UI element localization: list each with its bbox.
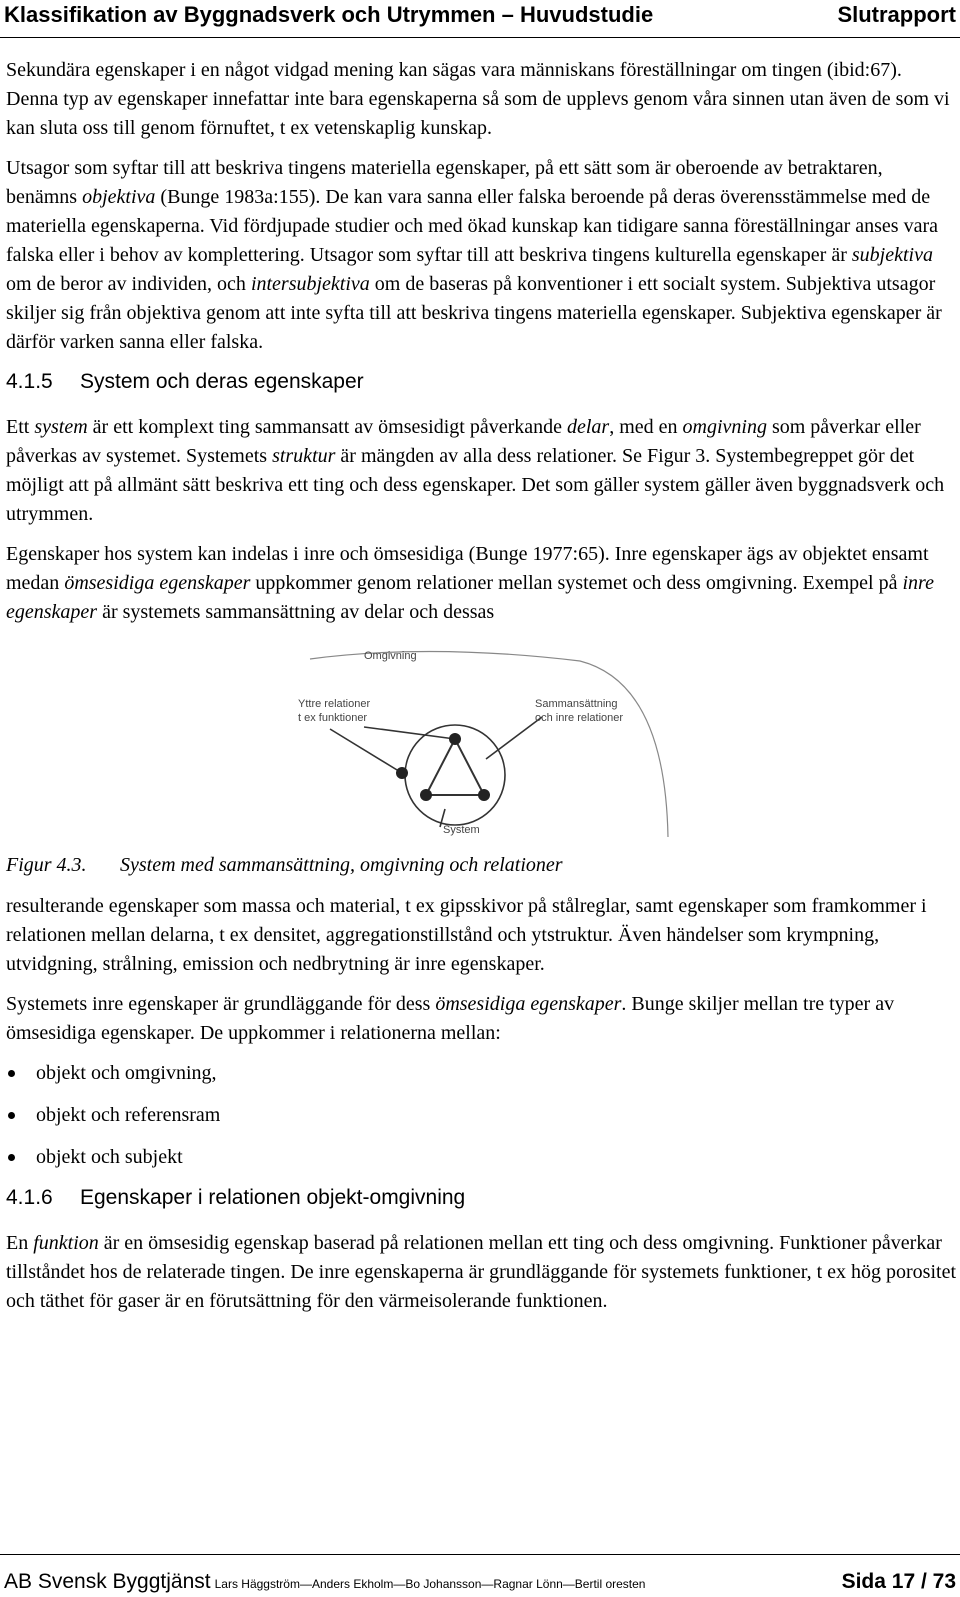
bullet-icon [8,1070,15,1077]
text-run: Utsagor som syftar till att beskriva tingens materiella egenskaper, på ett sätt som är oberoende av betraktaren, benämns [6,157,883,208]
paragraph-resulterande: resulterande egenskaper som massa och material, t ex gipsskivor på stålreglar, samt egenskaper som framkommer i relationen mellan delarna, t ex densitet, aggregationstillstånd och ytstruktur. Även händelser som krympning, utvidgning, strålning, emission och nedbrytning är inre egenskaper. [6,895,927,975]
list-item-text: objekt och subjekt [36,1146,183,1168]
text-run: är en ömsesidig egenskap baserad på relationen mellan ett ting och dess omgivning. Funktioner påverkar tillståndet hos de relaterade tingen. De inre egenskaperna är grundläggande för systemets funktioner, t ex hög porositet och täthet för gaser är en förutsättning för den värmeisolerande funktionen. [6,1232,956,1312]
section-title: System och deras egenskaper [80,370,364,393]
caption-text: System med sammansättning, omgivning och relationer [120,854,563,876]
text-run: Systemets inre egenskaper är grundläggande för dess [6,993,436,1015]
header-report-type: Slutrapport [837,2,956,27]
term-inre-egenskaper: inre egenskaper [6,572,934,623]
bullet-icon [8,1112,15,1119]
paragraph-utsagor [6,154,956,357]
term-omgivning: omgivning [682,416,767,438]
label-t-ex-funktioner: t ex funktioner [298,712,368,724]
list-item-text: objekt och omgivning, [36,1062,217,1084]
text-run: om de baseras på konventioner i ett socialt system. Subjektiva utsagor skiljer sig från objektiva genom att inte syfta till att beskriva tingens materiella egenskaper. Subjektiva egenskaper är därför varken sanna eller falska. [6,273,942,353]
text-run: är ett komplext ting sammansatt av ömsesidigt påverkande [87,416,567,438]
paragraph-system [6,413,956,529]
section-number: 4.1.6 [6,1186,53,1209]
list-item-text: objekt och referensram [36,1104,221,1126]
part-node [449,733,461,745]
system-figure [0,647,960,837]
text-run: uppkommer genom relationer mellan systemet och dess omgivning. Exempel på [250,572,903,594]
section-title: Egenskaper i relationen objekt-omgivning [80,1186,466,1209]
line-to-yttre-label [330,729,402,773]
text-run: Egenskaper hos system kan indelas i inre och ömsesidiga (Bunge 1977:65). Inre egenskaper ägs av objektet ensamt medan [6,543,929,594]
footer-authors: Lars Häggström—Anders Ekholm—Bo Johansson—Ragnar Lönn—Bertil oresten [214,1577,646,1591]
text-run: . Bunge skiljer mellan tre typer av ömsesidiga egenskaper. De uppkommer i relationerna mellan: [6,993,895,1044]
label-sammansattning: Sammansättning [535,698,618,710]
section-heading-4-1-6 [6,1185,956,1211]
label-system: System [443,824,480,836]
footer-organization: AB Svensk Byggtjänst [4,1570,211,1593]
section-heading-4-1-5 [6,369,956,395]
external-node [396,767,408,779]
term-struktur: struktur [272,445,336,467]
term-intersubjektiva: intersubjektiva [250,273,370,295]
relation-types-list [6,1059,956,1171]
footer-rule [0,1554,960,1555]
body-content [6,56,956,1327]
page-header [0,0,960,38]
text-run: är mängden av alla dess relationer. Se Figur 3. Systembegreppet gör det möjligt att på allmänt sätt beskriva ett ting och dess egenskaper. Det som gäller system gäller även byggnadsverk och utrymmen. [6,445,945,525]
header-title: Klassifikation av Byggnadsverk och Utrymmen – Huvudstudie [4,2,654,27]
text-run: En [6,1232,34,1254]
environment-arc [310,651,668,837]
text-run: , med en [609,416,683,438]
text-run: om de beror av individen, och [6,273,251,295]
list-item [6,1143,956,1171]
list-item [6,1101,956,1129]
list-item [6,1059,956,1087]
label-yttre-relationer: Yttre relationer [298,698,371,710]
bullet-icon [8,1154,15,1161]
footer-page-number: Sida 17 / 73 [841,1570,956,1593]
paragraph-egenskaper-hos-system [6,540,956,627]
term-system: system [34,416,88,438]
page-footer [0,1554,960,1597]
parts-triangle [426,739,484,795]
line-to-samman-label [486,717,542,759]
caption-number: Figur 4.3. [6,854,87,876]
label-omgivning: Omgivning [364,650,417,662]
term-objektiva: objektiva [82,186,156,208]
paragraph-systemets-inre [6,990,956,1048]
paragraph-sekundara: Sekundära egenskaper i en något vidgad mening kan sägas vara människans föreställningar om tingen (ibid:67). Denna typ av egenskaper innefattar inte bara egenskaperna så som de upplevs genom våra sinnen utan även de som vi kan sluta oss till genom förnuftet, t ex vetenskaplig kunskap. [6,59,950,139]
part-node [420,789,432,801]
header-rule [0,37,960,38]
figure-caption [6,851,956,880]
text-run: är systemets sammansättning av delar och dessas [97,601,495,623]
term-omsesidiga-egenskaper: ömsesidiga egenskaper [64,572,251,594]
text-run: som påverkar eller påverkas av systemet. Systemets [6,416,921,467]
term-delar: delar [567,416,610,438]
text-run: (Bunge 1983a:155). De kan vara sanna eller falska beroende på deras överensstämmelse med de materiella egenskaperna. Vid fördjupade studier och med ökad kunskap kan tidigare sanna föreställningar anses vara falska eller i behov av komplettering. Utsagor som syftar till att beskriva tingens kulturella egenskaper är [6,186,938,266]
term-subjektiva: subjektiva [851,244,933,266]
paragraph-funktion [6,1229,956,1316]
text-run: Ett [6,416,35,438]
term-funktion: funktion [33,1232,99,1254]
label-inre-relationer: och inre relationer [535,712,624,724]
footer-left [4,1570,645,1594]
line-to-yttre-label [364,727,455,739]
term-omsesidiga-egenskaper: ömsesidiga egenskaper [435,993,622,1015]
system-diagram [280,647,680,837]
section-number: 4.1.5 [6,370,53,393]
part-node [478,789,490,801]
